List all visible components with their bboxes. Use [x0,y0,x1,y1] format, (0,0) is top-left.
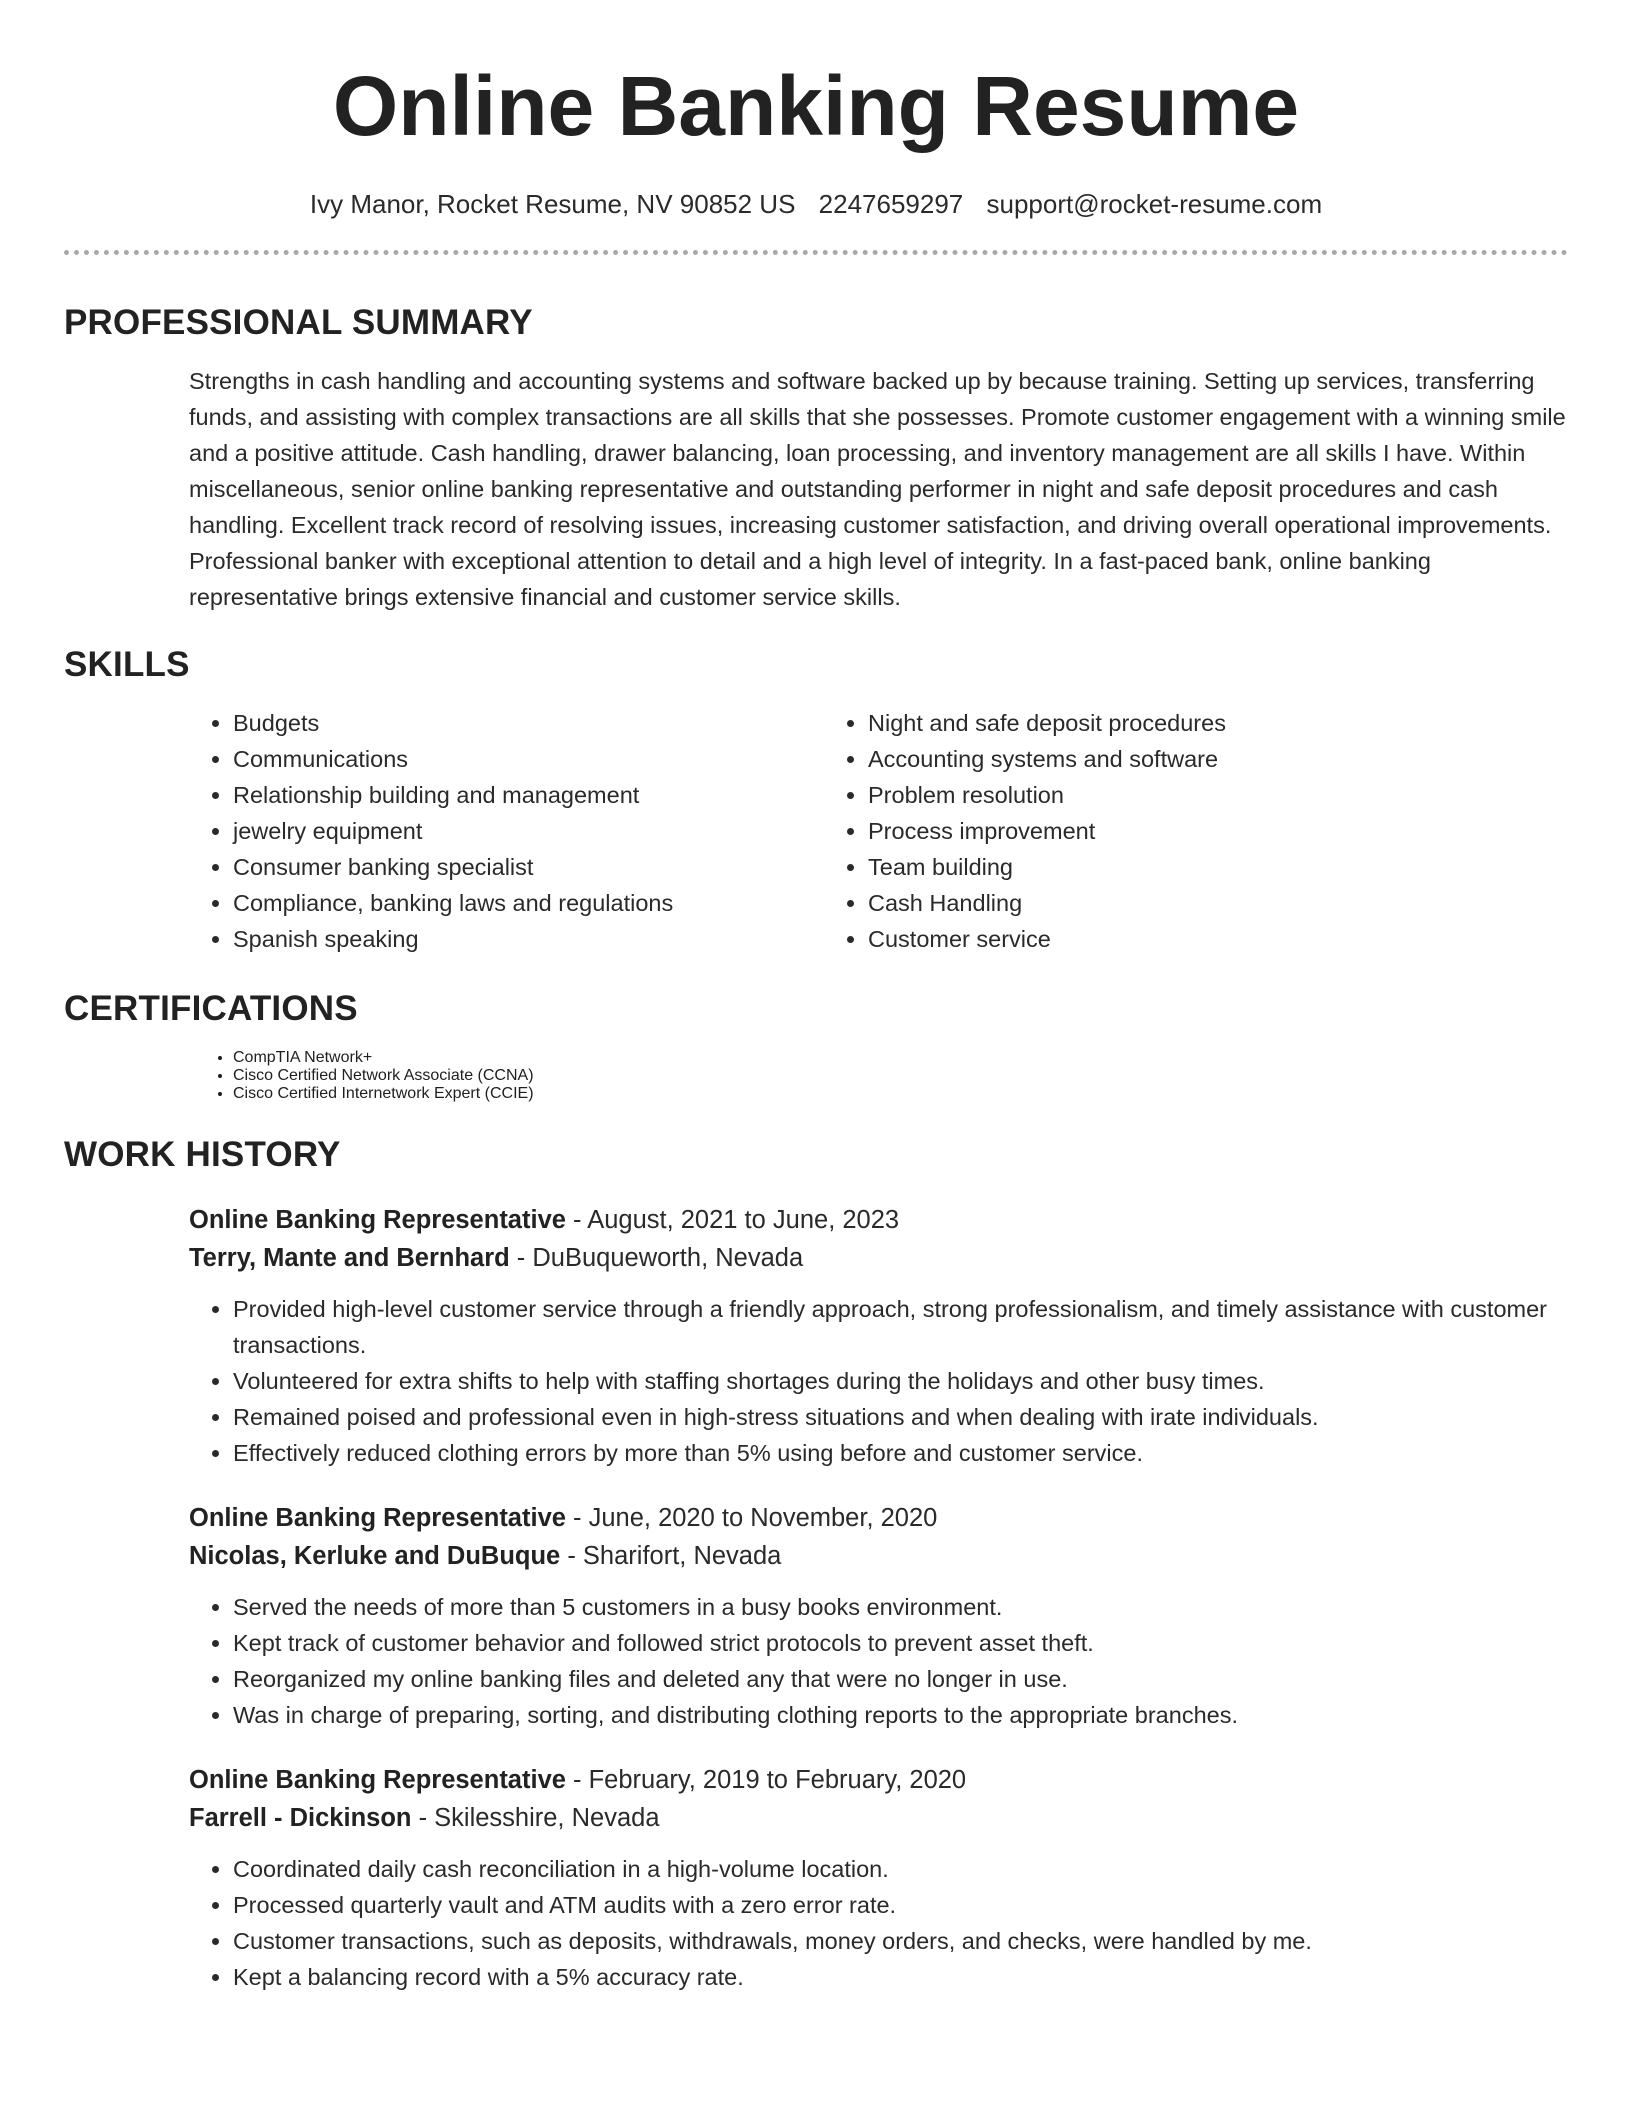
summary-text: Strengths in cash handling and accounting systems and software backed up by because training. Setting up services, transferring funds, and assisting with complex transactions are all skills that she possesses. Promote customer engagement with a winning smile and a positive attitude. Cash handling, drawer balancing, loan processing, and inventory management are all skills I have. Within miscellaneous, senior online banking representative and outstanding performer in night and safe deposit procedures and cash handling. Excellent track record of resolving issues, increasing customer satisfaction, and driving overall operational improvements. Professional banker with exceptional attention to detail and a high level of integrity. In a fast-paced bank, online banking representative brings extensive financial and customer service skills. [189,368,1566,610]
contact-address: Ivy Manor, Rocket Resume, NV 90852 US [309,189,796,219]
skill-item: • Cash Handling [868,885,1459,921]
resume-title: Online Banking Resume [332,59,1300,153]
section-title-summary: PROFESSIONAL SUMMARY [64,303,533,342]
job-bullet: • Provided high-level customer service through a friendly approach, strong professionalism, and timely assistance with customer transactions. [233,1291,1568,1363]
skill-item: • Consumer banking specialist [233,849,824,885]
job-dates: - June, 2020 to November, 2020 [565,1504,938,1532]
job-bullet: • Effectively reduced clothing errors by more than 5% using before and customer service. [233,1435,1568,1471]
certification-item: • Cisco Certified Network Associate (CCNA) [233,1067,1568,1085]
job-bullet: • Coordinated daily cash reconciliation in a high-volume location. [233,1851,1568,1887]
job-bullet: • Volunteered for extra shifts to help with staffing shortages during the holidays and other busy times. [233,1363,1568,1399]
job-bullet: • Processed quarterly vault and ATM audits with a zero error rate. [233,1887,1568,1923]
skill-item: • Team building [868,849,1459,885]
section-title-work-history: WORK HISTORY [64,1135,341,1174]
header-divider [64,250,1568,255]
job-location: - Sharifort, Nevada [560,1542,782,1570]
job-company: Nicolas, Kerluke and DuBuque [189,1542,561,1570]
job-role: Online Banking Representative [189,1206,566,1234]
certification-item: • Cisco Certified Internetwork Expert (CCIE) [233,1085,1568,1103]
job-entry [189,1201,1568,1471]
skill-item: • Spanish speaking [233,921,824,957]
job-dates: - August, 2021 to June, 2023 [565,1206,900,1234]
job-company-line [189,1799,1568,1837]
skill-item: • Budgets [233,705,824,741]
skill-item: • Relationship building and management [233,777,824,813]
job-entry [189,1499,1568,1733]
skills-column-right [824,705,1459,957]
job-bullet: • Remained poised and professional even in high-stress situations and when dealing with irate individuals. [233,1399,1568,1435]
contact-line [64,188,1568,220]
job-dates: - February, 2019 to February, 2020 [565,1766,967,1794]
skill-item: • Customer service [868,921,1459,957]
job-company: Farrell - Dickinson [189,1804,412,1832]
skill-item: • Communications [233,741,824,777]
section-title-certifications: CERTIFICATIONS [64,989,358,1028]
job-bullet: • Was in charge of preparing, sorting, and distributing clothing reports to the appropriate branches. [233,1697,1568,1733]
contact-email: support@rocket-resume.com [986,189,1323,219]
job-title-line [189,1761,1568,1799]
skill-item: • jewelry equipment [233,813,824,849]
job-bullet: • Kept a balancing record with a 5% accuracy rate. [233,1959,1568,1995]
job-bullets [189,1589,1568,1733]
job-bullets [189,1291,1568,1471]
section-title-skills: SKILLS [64,645,190,684]
skill-item: • Problem resolution [868,777,1459,813]
job-company-line [189,1239,1568,1277]
job-entry [189,1761,1568,1995]
job-company: Terry, Mante and Bernhard [189,1244,510,1272]
skill-item: • Accounting systems and software [868,741,1459,777]
job-bullet: • Served the needs of more than 5 customers in a busy books environment. [233,1589,1568,1625]
skill-item: • Compliance, banking laws and regulations [233,885,824,921]
certifications-list [189,1049,1568,1103]
job-bullet: • Customer transactions, such as deposits, withdrawals, money orders, and checks, were handled by me. [233,1923,1568,1959]
job-company-line [189,1537,1568,1575]
skills-column-left [189,705,824,957]
skill-item: • Process improvement [868,813,1459,849]
job-location: - Skilesshire, Nevada [411,1804,660,1832]
skills-list [64,705,1568,957]
certification-item: • CompTIA Network+ [233,1049,1568,1067]
job-bullet: • Kept track of customer behavior and followed strict protocols to prevent asset theft. [233,1625,1568,1661]
job-title-line [189,1499,1568,1537]
job-role: Online Banking Representative [189,1504,566,1532]
skill-item: • Night and safe deposit procedures [868,705,1459,741]
job-title-line [189,1201,1568,1239]
job-bullet: • Reorganized my online banking files and deleted any that were no longer in use. [233,1661,1568,1697]
job-location: - DuBuqueworth, Nevada [509,1244,804,1272]
job-role: Online Banking Representative [189,1766,566,1794]
contact-phone: 2247659297 [818,189,964,219]
job-bullets [189,1851,1568,1995]
